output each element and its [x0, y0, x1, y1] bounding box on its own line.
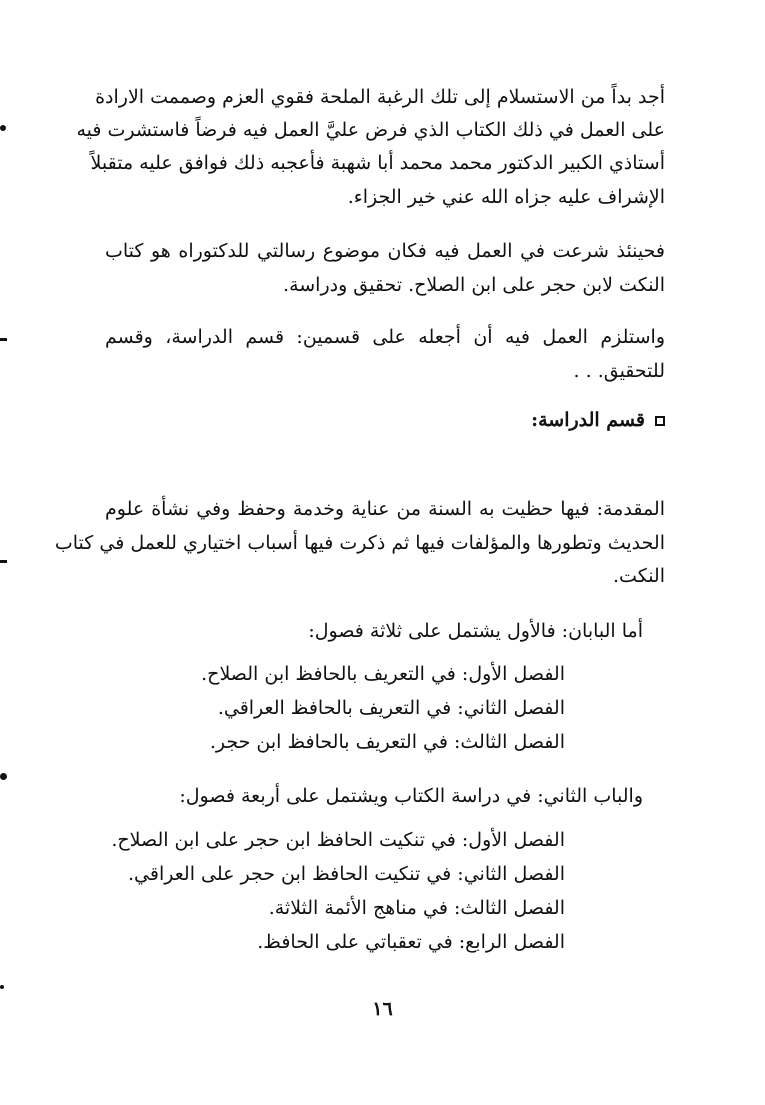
introduction-line: المقدمة: فيها حظيت به السنة من عناية وخدمة وحفظ وفي نشأة علوم [105, 498, 665, 520]
chapter-two-section: الفصل الرابع: في تعقباتي على الحافظ. [257, 931, 565, 953]
margin-mark [0, 125, 6, 131]
chapter-one-section: الفصل الثالث: في التعريف بالحافظ ابن حجر. [209, 731, 565, 753]
division-line: واستلزم العمل فيه أن أجعله على قسمين: قسم الدراسة، وقسم [105, 326, 665, 348]
chapter-two-heading: والباب الثاني: في دراسة الكتاب ويشتمل على أربعة فصول: [179, 785, 643, 807]
intro-line: الإشراف عليه جزاه الله عني خير الجزاء. [347, 186, 665, 208]
chapter-one-section: الفصل الأول: في التعريف بالحافظ ابن الصلاح. [201, 663, 565, 685]
margin-mark [0, 985, 4, 989]
page-number: ١٦ [372, 998, 393, 1020]
introduction-line: النكت. [613, 565, 665, 587]
margin-mark [0, 773, 7, 780]
introduction-line: الحديث وتطورها والمؤلفات فيها ثم ذكرت فيها أسباب اختياري للعمل في كتاب [54, 532, 665, 554]
margin-mark [0, 560, 7, 563]
chapter-two-section: الفصل الأول: في تنكيت الحافظ ابن حجر على ابن الصلاح. [111, 829, 565, 851]
chapter-one-heading: أما البابان: فالأول يشتمل على ثلاثة فصول: [308, 620, 643, 642]
chapter-one-section: الفصل الثاني: في التعريف بالحافظ العراقي. [217, 697, 565, 719]
intro-line: على العمل في ذلك الكتاب الذي فرض عليَّ العمل فيه فرضاً فاستشرت فيه [76, 119, 665, 141]
division-line: للتحقيق. . . [573, 360, 665, 382]
intro-line: أستاذي الكبير الدكتور محمد محمد أبا شهبة فأعجبه ذلك فوافق عليه متقبلاً [90, 152, 665, 174]
intro-line: أجد بداً من الاستسلام إلى تلك الرغبة الملحة فقوي العزم وصممت الارادة [95, 86, 665, 108]
topic-line: فحينئذ شرعت في العمل فيه فكان موضوع رسالتي للدكتوراه هو كتاب [105, 240, 665, 262]
study-section-title: قسم الدراسة: [531, 409, 645, 431]
square-bullet-icon [655, 416, 665, 426]
study-section-heading [531, 411, 665, 430]
margin-mark [0, 338, 7, 341]
chapter-two-section: الفصل الثالث: في مناهج الأئمة الثلاثة. [268, 897, 565, 919]
topic-line: النكت لابن حجر على ابن الصلاح. تحقيق ودراسة. [283, 274, 665, 296]
chapter-two-section: الفصل الثاني: في تنكيت الحافظ ابن حجر على العراقي. [128, 863, 565, 885]
